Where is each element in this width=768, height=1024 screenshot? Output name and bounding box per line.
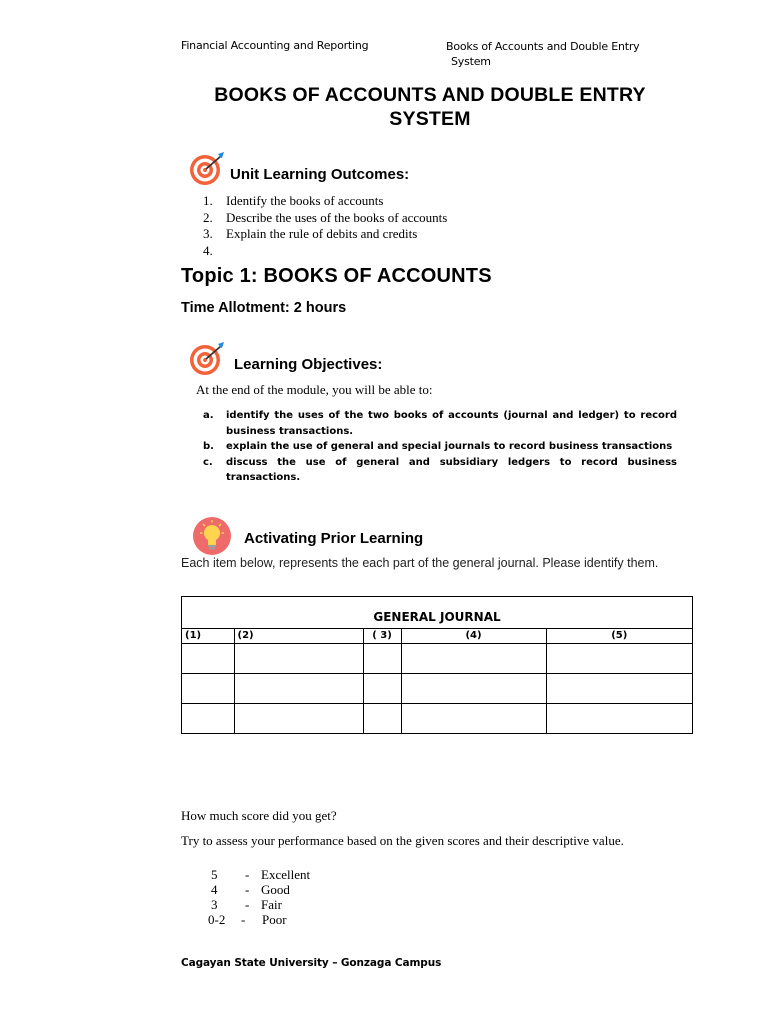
table-row [182, 643, 692, 673]
table-cell[interactable] [401, 673, 546, 703]
item-number: 2. [203, 209, 213, 225]
header-module-line2: System [451, 55, 491, 68]
column-header: ( 3) [363, 629, 401, 643]
item-number: 4. [203, 242, 213, 258]
unit-outcomes-heading: Unit Learning Outcomes: [230, 166, 410, 183]
item-text: Describe the uses of the books of accounts [226, 209, 448, 225]
table-cell[interactable] [401, 643, 546, 673]
scale-score: 5 [211, 867, 218, 882]
score-scale [208, 867, 311, 927]
scale-dash: - [245, 882, 250, 897]
table-row [182, 673, 692, 703]
header-module-title [446, 39, 639, 69]
scale-label: Good [261, 882, 290, 897]
list-item [203, 210, 447, 227]
objectives-intro: At the end of the module, you will be able to: [196, 382, 433, 397]
document-title-line2: SYSTEM [389, 108, 471, 130]
table-cell[interactable] [363, 703, 401, 733]
header-module-line1: Books of Accounts and Double Entry [446, 40, 640, 53]
table-cell[interactable] [234, 703, 363, 733]
table-row [182, 703, 692, 733]
scale-item [208, 912, 310, 927]
document-title [150, 83, 710, 131]
unit-outcomes-list [203, 193, 447, 259]
page-footer: Cagayan State University – Gonzaga Campus [181, 957, 442, 969]
table-cell[interactable] [182, 643, 234, 673]
scale-item [211, 867, 310, 882]
scale-dash: - [245, 897, 250, 912]
objectives-list [203, 408, 677, 486]
target-icon [187, 341, 227, 377]
score-question: How much score did you get? [181, 808, 337, 823]
target-icon [187, 151, 227, 187]
scale-item [211, 897, 310, 912]
scale-score: 4 [211, 882, 218, 897]
item-letter: b. [203, 441, 214, 452]
scale-dash: - [241, 912, 246, 927]
list-item [203, 193, 447, 210]
topic-title: Topic 1: BOOKS OF ACCOUNTS [181, 265, 492, 287]
list-item [203, 226, 447, 243]
item-number: 3. [203, 226, 213, 241]
scale-label: Poor [262, 912, 287, 927]
column-header: (1) [182, 629, 234, 643]
item-number: 1. [203, 193, 213, 208]
lightbulb-icon [192, 516, 232, 556]
prior-learning-heading: Activating Prior Learning [244, 530, 424, 547]
table-cell[interactable] [363, 643, 401, 673]
column-header: (4) [401, 629, 546, 643]
item-text: Identify the books of accounts [226, 193, 384, 208]
assessment-instruction: Try to assess your performance based on the given scores and their descriptive value. [181, 833, 624, 848]
table-cell[interactable] [234, 643, 363, 673]
scale-score: 0-2 [208, 912, 226, 927]
column-header: (2) [234, 629, 363, 643]
general-journal-title: GENERAL JOURNAL [182, 597, 692, 629]
table-header-row [182, 629, 692, 643]
table-cell[interactable] [234, 673, 363, 703]
list-item [203, 439, 677, 455]
item-text: identify the uses of the two books of accounts (journal and ledger) to record business transactions. [226, 410, 677, 437]
item-text: Explain the rule of debits and credits [226, 226, 418, 241]
scale-dash: - [245, 867, 250, 882]
item-letter: c. [203, 456, 213, 468]
table-cell[interactable] [401, 703, 546, 733]
list-item [203, 408, 677, 439]
scale-label: Excellent [261, 867, 311, 882]
item-text: discuss the use of general and subsidiary ledgers to record business transactions. [226, 456, 677, 483]
time-allotment: Time Allotment: 2 hours [181, 300, 347, 316]
item-letter: a. [203, 410, 214, 421]
table-cell[interactable] [182, 703, 234, 733]
list-item [203, 243, 447, 260]
table-cell[interactable] [363, 673, 401, 703]
table-cell[interactable] [546, 673, 692, 703]
table-cell[interactable] [546, 643, 692, 673]
column-header: (5) [546, 629, 692, 643]
table-cell[interactable] [182, 673, 234, 703]
scale-item [211, 882, 310, 897]
document-title-line1: BOOKS OF ACCOUNTS AND DOUBLE ENTRY [214, 84, 646, 106]
table-cell[interactable] [546, 703, 692, 733]
learning-objectives-heading: Learning Objectives: [234, 356, 383, 373]
general-journal-table [181, 596, 693, 734]
header-course-title: Financial Accounting and Reporting [181, 39, 369, 52]
scale-score: 3 [211, 897, 218, 912]
list-item [203, 455, 677, 486]
scale-label: Fair [261, 897, 282, 912]
item-text: explain the use of general and special journals to record business transactions [226, 441, 673, 452]
prior-learning-description: Each item below, represents the each part of the general journal. Please identify them. [181, 556, 659, 570]
